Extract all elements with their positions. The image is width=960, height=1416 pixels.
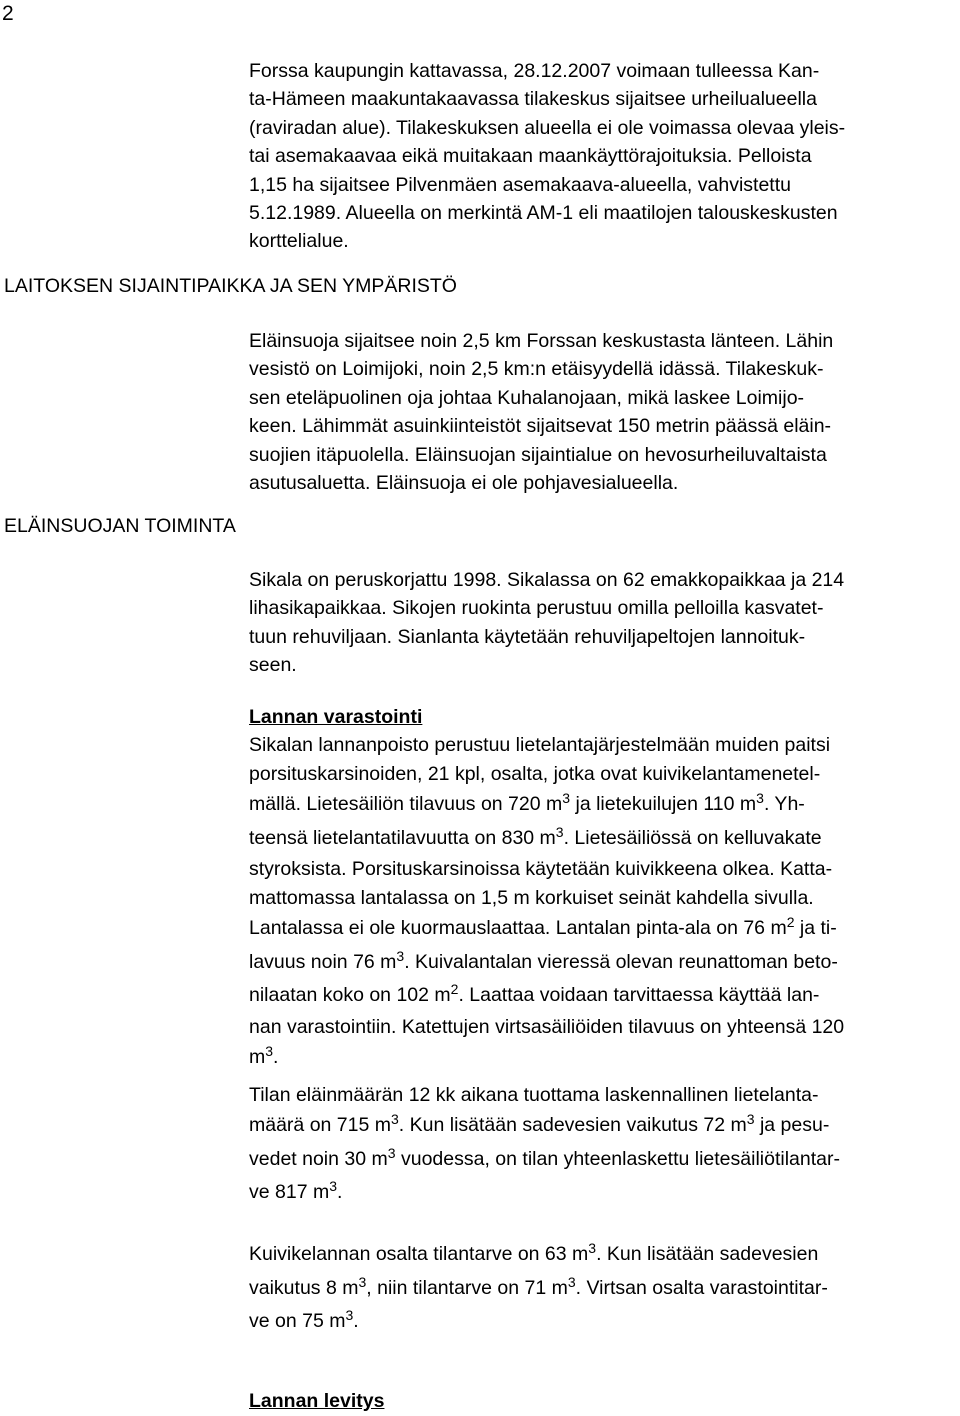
text-segment: . Virtsan osalta varastointitar- bbox=[575, 1276, 828, 1299]
slurry-calculation-paragraph bbox=[249, 1081, 957, 1210]
text-line: 1,15 ha sijaitsee Pilvenmäen asemakaava-alueella, vahvistettu bbox=[249, 173, 791, 196]
text-line: korttelialue. bbox=[249, 230, 349, 253]
text-segment: lavuus noin 76 m bbox=[249, 950, 397, 973]
text-line bbox=[249, 1143, 957, 1177]
location-paragraph bbox=[249, 327, 957, 497]
superscript-2: 2 bbox=[450, 981, 459, 998]
text-line: Sikalan lannanpoisto perustuu lietelantajärjestelmään muiden paitsi bbox=[249, 734, 831, 757]
superscript-3: 3 bbox=[329, 1178, 338, 1195]
superscript-3: 3 bbox=[746, 1111, 755, 1128]
text-line: tai asemakaavaa eikä muitakaan maankäyttörajoituksia. Pelloista bbox=[249, 145, 812, 168]
manure-storage-block bbox=[249, 703, 957, 1074]
text-segment: , niin tilantarve on 71 m bbox=[366, 1276, 568, 1299]
subheading-manure-storage: Lannan varastointi bbox=[249, 706, 423, 728]
text-line: suojien itäpuolella. Eläinsuojan sijaintialue on hevosurheiluvaltaista bbox=[249, 443, 827, 466]
text-line: tuun rehuviljaan. Sianlanta käytetään rehuviljapeltojen lannoituk- bbox=[249, 625, 806, 648]
superscript-3: 3 bbox=[265, 1042, 274, 1059]
text-segment: ja lietekuilujen 110 m bbox=[570, 793, 757, 816]
text-segment: . Kuivalantalan vieressä olevan reunattoman beto- bbox=[404, 950, 838, 973]
text-line bbox=[249, 912, 957, 946]
text-segment: m bbox=[249, 1045, 266, 1068]
superscript-3: 3 bbox=[358, 1273, 367, 1290]
text-line bbox=[249, 1305, 957, 1339]
operation-paragraph bbox=[249, 566, 957, 680]
text-segment: . Laattaa voidaan tarvittaessa käyttää lan- bbox=[458, 984, 820, 1007]
text-line bbox=[249, 788, 957, 822]
text-line bbox=[249, 822, 957, 856]
text-line: Eläinsuoja sijaitsee noin 2,5 km Forssan keskustasta länteen. Lähin bbox=[249, 330, 834, 352]
text-line bbox=[249, 1176, 957, 1210]
text-segment: . bbox=[337, 1181, 343, 1204]
text-segment: määrä on 715 m bbox=[249, 1114, 391, 1137]
superscript-3: 3 bbox=[562, 790, 571, 807]
superscript-3: 3 bbox=[396, 947, 405, 964]
text-segment: . Lietesäiliössä on kelluvakate bbox=[563, 826, 822, 849]
manure-spreading-block bbox=[249, 1387, 957, 1415]
text-segment: ja pesu- bbox=[754, 1114, 830, 1137]
text-segment: teensä lietelantatilavuutta on 830 m bbox=[249, 826, 556, 849]
text-segment: . bbox=[273, 1045, 279, 1068]
text-segment: ja ti- bbox=[794, 917, 837, 940]
text-line bbox=[249, 946, 957, 980]
text-line: vesistö on Loimijoki, noin 2,5 km:n etäisyydellä idässä. Tilakeskuk- bbox=[249, 358, 824, 381]
superscript-3: 3 bbox=[387, 1144, 396, 1161]
text-line: Tilan eläinmäärän 12 kk aikana tuottama laskennallinen lietelanta- bbox=[249, 1084, 819, 1106]
text-segment: mällä. Lietesäiliön tilavuus on 720 m bbox=[249, 793, 563, 816]
text-segment: vaikutus 8 m bbox=[249, 1276, 359, 1299]
text-segment: ve 817 m bbox=[249, 1181, 330, 1204]
intro-paragraph bbox=[249, 57, 957, 256]
superscript-3: 3 bbox=[555, 823, 564, 840]
text-line: styroksista. Porsituskarsinoissa käytetään kuivikkeena olkea. Katta- bbox=[249, 858, 833, 881]
text-line: Sikala on peruskorjattu 1998. Sikalassa on 62 emakkopaikkaa ja 214 bbox=[249, 569, 845, 591]
section-heading-operation: ELÄINSUOJAN TOIMINTA bbox=[4, 515, 236, 537]
text-segment: ve on 75 m bbox=[249, 1310, 346, 1332]
subheading-manure-spreading: Lannan levitys bbox=[249, 1390, 385, 1412]
text-line bbox=[249, 1272, 957, 1306]
text-segment: . Kun lisätään sadevesien bbox=[596, 1243, 819, 1265]
text-line: asutusaluetta. Eläinsuoja ei ole pohjavesialueella. bbox=[249, 472, 679, 495]
dry-manure-calculation-paragraph bbox=[249, 1238, 957, 1339]
text-segment: Lantalassa ei ole kuormauslaattaa. Lantalan pinta-ala on 76 m bbox=[249, 917, 787, 940]
text-line: 5.12.1989. Alueella on merkintä AM-1 eli maatilojen talouskeskusten bbox=[249, 202, 838, 225]
text-segment: nilaatan koko on 102 m bbox=[249, 984, 451, 1007]
text-line bbox=[249, 1238, 957, 1272]
superscript-3: 3 bbox=[345, 1307, 354, 1323]
text-line: keen. Lähimmät asuinkiinteistöt sijaitsevat 150 metrin päässä eläin- bbox=[249, 415, 832, 438]
text-line: Forssa kaupungin kattavassa, 28.12.2007 voimaan tulleessa Kan- bbox=[249, 60, 820, 82]
page-number: 2 bbox=[2, 2, 14, 25]
text-line bbox=[249, 979, 957, 1013]
text-segment: Kuivikelannan osalta tilantarve on 63 m bbox=[249, 1243, 589, 1265]
text-line: mattomassa lantalassa on 1,5 m korkuiset seinät kahdella sivulla. bbox=[249, 886, 814, 909]
superscript-3: 3 bbox=[567, 1273, 576, 1290]
superscript-3: 3 bbox=[391, 1111, 399, 1128]
text-segment: vuodessa, on tilan yhteenlaskettu lietesäiliötilantar- bbox=[395, 1147, 840, 1170]
text-segment: . Yh- bbox=[763, 793, 805, 816]
superscript-3: 3 bbox=[588, 1240, 597, 1256]
section-heading-location: LAITOKSEN SIJAINTIPAIKKA JA SEN YMPÄRISTÖ bbox=[4, 275, 457, 297]
superscript-3: 3 bbox=[756, 790, 764, 807]
text-line: porsituskarsinoiden, 21 kpl, osalta, jotka ovat kuivikelantamenetel- bbox=[249, 762, 821, 785]
text-line bbox=[249, 1041, 957, 1075]
text-segment: . Kun lisätään sadevesien vaikutus 72 m bbox=[398, 1114, 747, 1137]
superscript-2: 2 bbox=[786, 914, 795, 931]
text-line: ta-Hämeen maakuntakaavassa tilakeskus sijaitsee urheilualueella bbox=[249, 88, 817, 111]
text-segment: . bbox=[353, 1310, 359, 1332]
text-segment: vedet noin 30 m bbox=[249, 1147, 388, 1170]
text-line: lihasikapaikkaa. Sikojen ruokinta perustuu omilla pelloilla kasvatet- bbox=[249, 597, 824, 620]
text-line: seen. bbox=[249, 654, 297, 677]
text-line: sen eteläpuolinen oja johtaa Kuhalanojaan, mikä laskee Loimijo- bbox=[249, 386, 805, 409]
text-line: (raviradan alue). Tilakeskuksen alueella ei ole voimassa olevaa yleis- bbox=[249, 116, 846, 139]
text-line bbox=[249, 1109, 957, 1143]
text-line: nan varastointiin. Katettujen virtsasäiliöiden tilavuus on yhteensä 120 bbox=[249, 1015, 845, 1038]
